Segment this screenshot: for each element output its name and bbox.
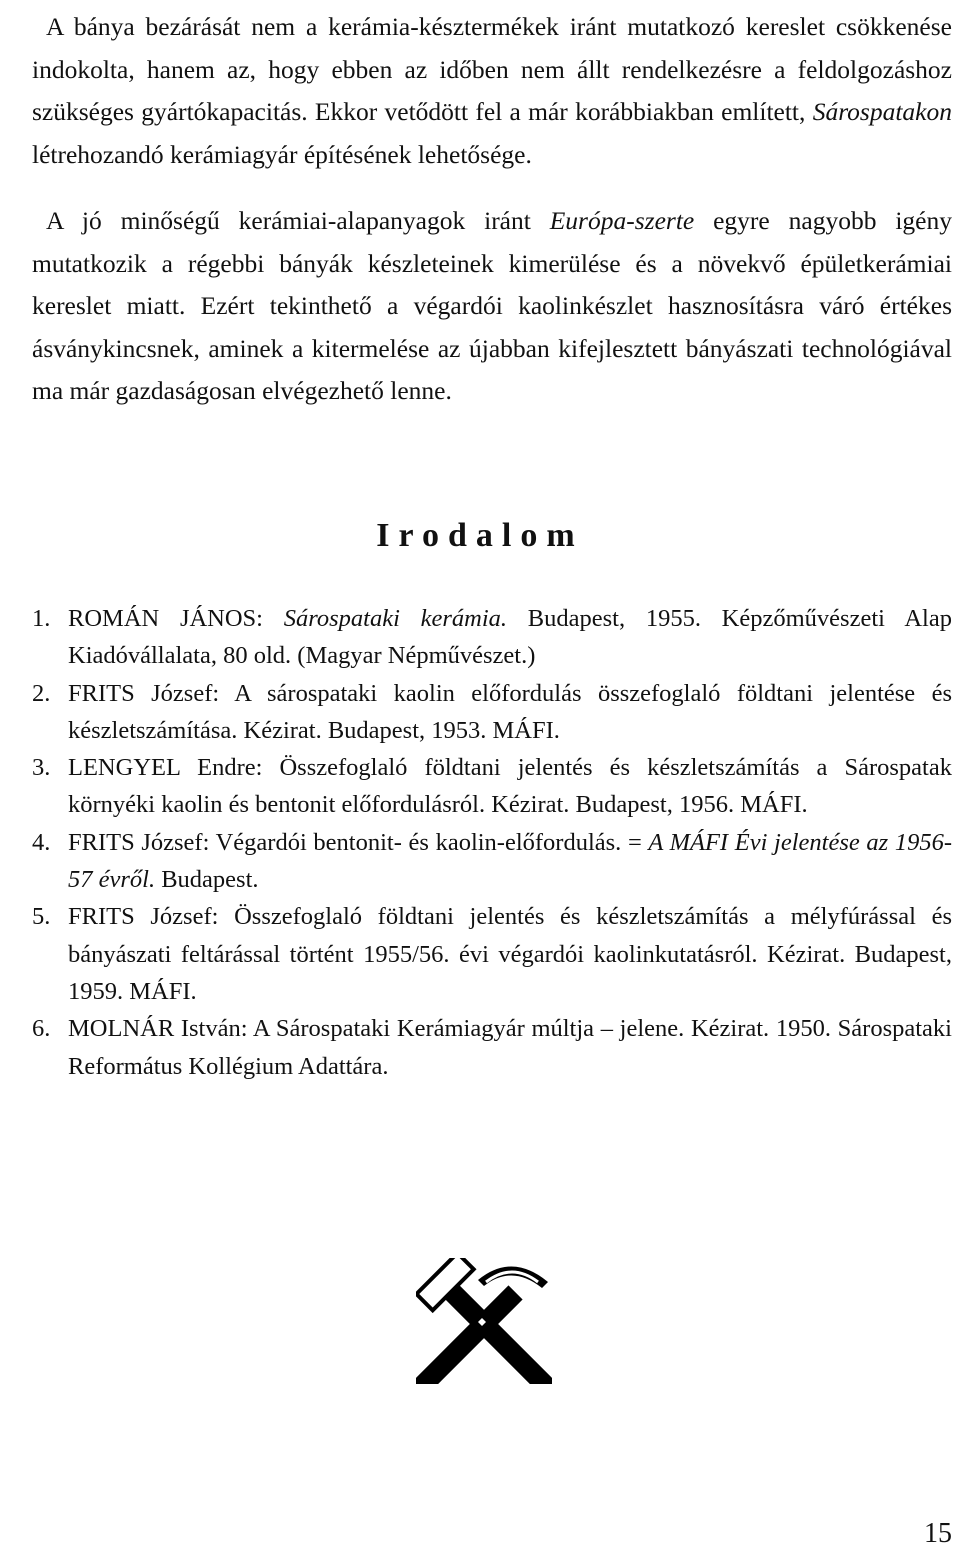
paragraph-text-segment: Európa-szerte bbox=[549, 206, 695, 235]
reference-item bbox=[32, 1010, 952, 1085]
crossed-hammer-and-pick-icon bbox=[416, 1258, 552, 1384]
reference-list bbox=[32, 600, 952, 1085]
reference-text-segment: FRITS József: Összefoglaló földtani jelentés és készletszámítás a mélyfúrással és bányászati feltárással történt 1955/56. évi végardói kaolinkutatásról. Kézirat. Budapest, 1959. MÁFI. bbox=[68, 903, 952, 1005]
paragraph-text-segment: A bánya bezárását nem a kerámia-késztermékek iránt mutatkozó kereslet csökkenése indokolta, hanem az, hogy ebben az időben nem állt rendelkezésre a feldolgozáshoz szükséges gyártókapacitás. Ekkor vetődött fel a már korábbiakban említett, bbox=[32, 12, 952, 126]
page-number: 15 bbox=[924, 1518, 952, 1549]
reference-item bbox=[32, 749, 952, 824]
reference-text-segment: MOLNÁR István: A Sárospataki Kerámiagyár múltja – jelene. Kézirat. 1950. Sárospataki Református Kollégium Adattára. bbox=[68, 1015, 952, 1080]
reference-number: 4. bbox=[32, 828, 51, 856]
reference-number: 5. bbox=[32, 903, 51, 931]
references-heading: Irodalom bbox=[376, 517, 584, 554]
paragraph-text-segment: Sárospatakon bbox=[812, 97, 952, 126]
reference-text-segment: Budapest. bbox=[155, 866, 259, 894]
reference-item bbox=[32, 675, 952, 750]
reference-item bbox=[32, 898, 952, 1010]
reference-item bbox=[32, 600, 952, 675]
reference-number: 3. bbox=[32, 754, 51, 782]
reference-text-segment: A MÁFI Évi jelentése az 1956-57 évről. bbox=[68, 828, 952, 894]
reference-text-segment: Sárospataki kerámia. bbox=[283, 605, 508, 632]
reference-number: 1. bbox=[32, 605, 51, 632]
reference-number: 2. bbox=[32, 679, 51, 707]
reference-text-segment: Budapest, 1955. Képzőművészeti Alap Kiadóvállalata, 80 old. (Magyar Népművészet.) bbox=[68, 605, 952, 670]
reference-number: 6. bbox=[32, 1015, 51, 1043]
paragraph-text-segment: egyre nagyobb igény mutatkozik a régebbi bányák készleteinek kimerülése és a növekvő épületkerámiai kereslet miatt. Ezért tekinthető a végardói kaolinkészlet hasznosításra váró értékes ásványkincsnek, aminek a kitermelése az újabban kifejlesztett bányászati technológiával ma már gazdaságosan elvégezhető lenne. bbox=[32, 206, 952, 405]
body-paragraph-2 bbox=[32, 200, 952, 413]
reference-text-segment: FRITS József: A sárospataki kaolin előfordulás összefoglaló földtani jelentése és készletszámítása. Kézirat. Budapest, 1953. MÁFI. bbox=[68, 679, 952, 744]
reference-text-segment: LENGYEL Endre: Összefoglaló földtani jelentés és készletszámítás a Sárospatak környéki kaolin és bentonit előfordulásról. Kézirat. Budapest, 1956. MÁFI. bbox=[68, 754, 952, 819]
reference-item bbox=[32, 824, 952, 899]
reference-text-segment: ROMÁN JÁNOS: bbox=[68, 605, 284, 632]
paragraph-text-segment: A jó minőségű kerámiai-alapanyagok iránt bbox=[46, 206, 550, 235]
paragraph-text-segment: létrehozandó kerámiagyár építésének lehetősége. bbox=[32, 139, 532, 169]
reference-text-segment: FRITS József: Végardói bentonit- és kaolin-előfordulás. = bbox=[68, 828, 649, 856]
body-paragraph-1 bbox=[32, 6, 952, 176]
